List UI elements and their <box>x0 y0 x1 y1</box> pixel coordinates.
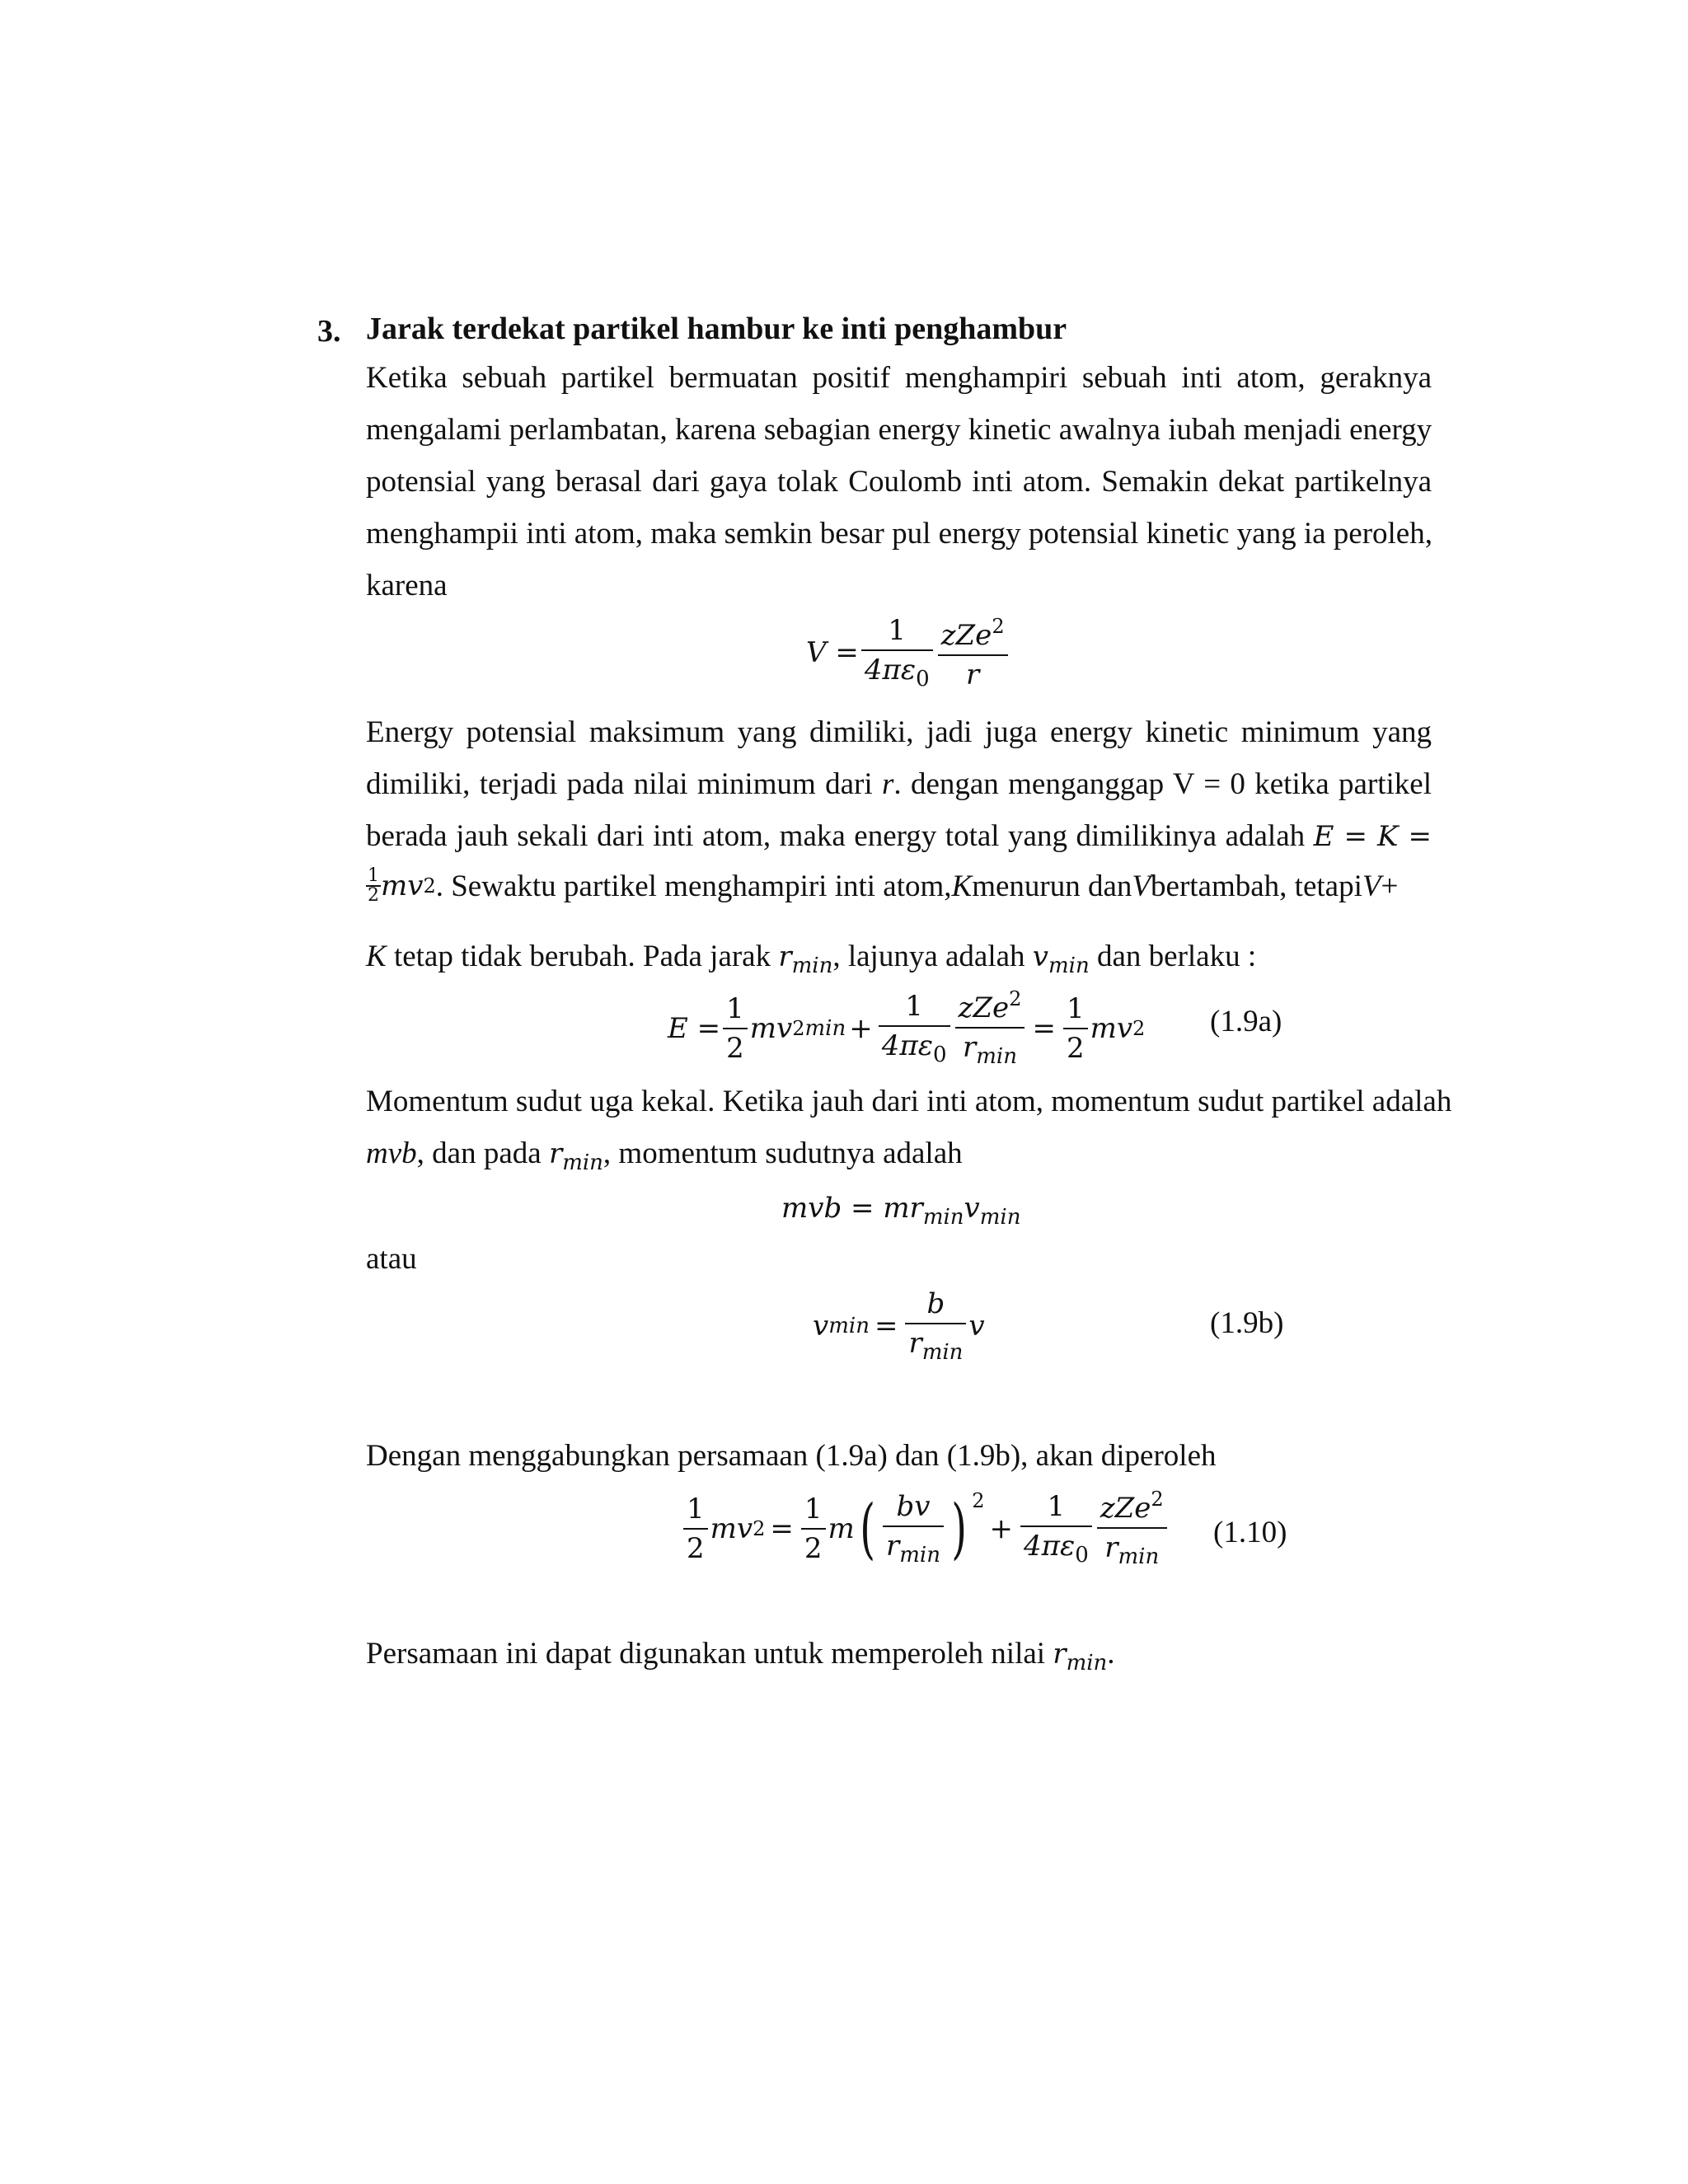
section-title: Jarak terdekat partikel hambur ke inti penghambur <box>366 312 1067 346</box>
para2-line4: $\frac{1}{2}$ mv 2 . Sewaktu partikel menghampiri inti atom, K menurun dan V bertambah, tetapi V + <box>368 865 1399 906</box>
equation-1-9a: E = $\frac{1}{2}$ mv 2 min + $\frac{1}{4\pi\varepsilon_0}$ $\frac{zZe^2}{r_{min}}$ = $\frac{1}{2}$ mv 2 <box>668 987 1146 1069</box>
para5-line: Persamaan ini dapat digunakan untuk memperoleh nilai $r_{min}$. <box>366 1637 1115 1675</box>
equation-potential: V = $\frac{1}{4\pi\varepsilon_0}$ $\frac{zZe^2}{r}$ <box>806 614 1010 691</box>
section-number: 3. <box>317 314 341 349</box>
para1-line3: potensial yang berasal dari gaya tolak Coulomb inti atom. Semakin dekat partikelnya <box>366 465 1432 499</box>
para4-line: Dengan menggabungkan persamaan (1.9a) dan (1.9b), akan diperoleh <box>366 1439 1217 1473</box>
para1-line2: mengalami perlambatan, karena sebagian energy kinetic awalnya iubah menjadi energy <box>366 413 1432 447</box>
para1-line1: Ketika sebuah partikel bermuatan positif menghampiri sebuah inti atom, geraknya <box>366 361 1432 395</box>
equation-angular-momentum: mvb = $mr_{min}v_{min}$ <box>781 1192 1021 1230</box>
para3-line1: Momentum sudut uga kekal. Ketika jauh dari inti atom, momentum sudut partikel adalah <box>366 1085 1452 1118</box>
para1-line5: karena <box>366 569 448 602</box>
para1-line4: menghampii inti atom, maka semkin besar pul energy potensial kinetic yang ia peroleh, <box>366 517 1432 551</box>
equation-number-1-9a: (1.9a) <box>1210 1005 1282 1038</box>
atau-text: atau <box>366 1242 417 1276</box>
para2-line5: K tetap tidak berubah. Pada jarak $r_{min}$, lajunya adalah $v_{min}$ dan berlaku : <box>366 940 1257 978</box>
para2-line2: dimiliki, terjadi pada nilai minimum dari r. dengan menganggap V = 0 ketika partikel <box>366 767 1432 801</box>
para2-line3: berada jauh sekali dari inti atom, maka energy total yang dimilikinya adalah E = K = <box>366 819 1432 853</box>
equation-number-1-9b: (1.9b) <box>1210 1306 1284 1340</box>
para2-line1: Energy potensial maksimum yang dimiliki, jadi juga energy kinetic minimum yang <box>366 715 1432 749</box>
para3-line2: mvb, dan pada $r_{min}$, momentum sudutnya adalah <box>366 1137 963 1175</box>
equation-number-1-10: (1.10) <box>1213 1516 1287 1549</box>
equation-1-10: $\frac{1}{2}$ mv 2 = $\frac{1}{2}$ m ( $\frac{bv}{r_{min}}$ ) 2 + $\frac{1}{4\pi\varepsilon_0}$ $\frac{zZe^2}{r_{min}}$ <box>681 1488 1170 1569</box>
equation-1-9b: v min = $\frac{b}{r_{min}}$ v <box>813 1287 985 1365</box>
